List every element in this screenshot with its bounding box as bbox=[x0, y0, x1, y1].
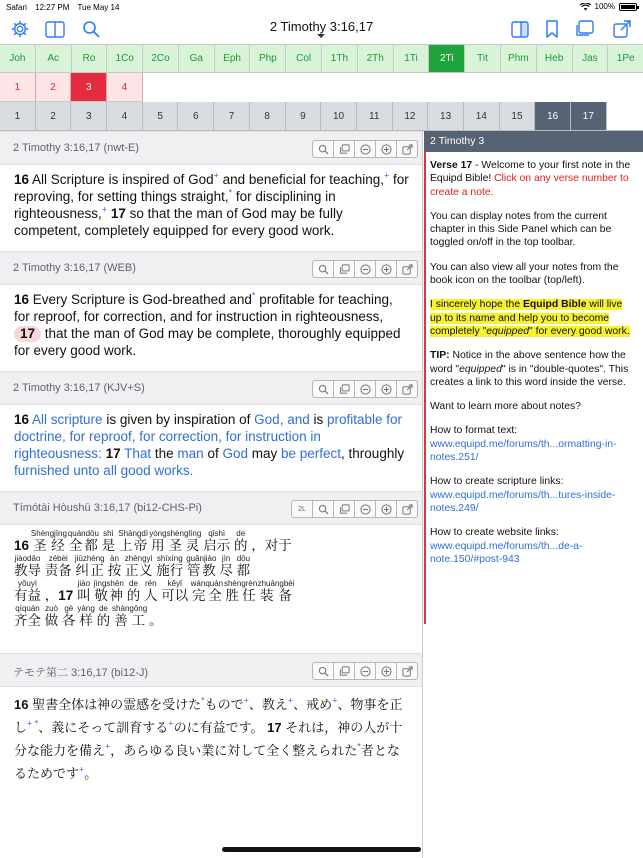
verse-button-12[interactable]: 12 bbox=[393, 102, 429, 130]
verse-button-2[interactable]: 2 bbox=[36, 102, 72, 130]
book-tab-1ti[interactable]: 1Ti bbox=[394, 45, 430, 72]
hanzi-word[interactable]: 圣经Shèngjīng bbox=[30, 529, 67, 553]
add-icon[interactable] bbox=[375, 662, 397, 680]
copy-icon[interactable] bbox=[333, 140, 355, 158]
note-paragraph: You can also view all your notes from the book icon on the toolbar (top/left). bbox=[430, 261, 619, 287]
share-icon[interactable] bbox=[611, 18, 633, 40]
battery-percent: 100% bbox=[594, 2, 615, 11]
translation-header-chs bbox=[0, 491, 422, 525]
translation-header-nwt bbox=[0, 131, 422, 165]
bookmark-icon[interactable] bbox=[541, 18, 563, 40]
translation-actions bbox=[292, 500, 418, 518]
pinyin-line bbox=[14, 554, 410, 579]
verse-number[interactable]: 17 bbox=[105, 446, 121, 461]
note-link-block: How to create scripture links: www.equipd.me/forums/th...tures-inside-notes.249/ bbox=[430, 476, 616, 514]
book-tab-1th[interactable]: 1Th bbox=[322, 45, 358, 72]
search-icon[interactable] bbox=[312, 500, 334, 518]
verse-button-17[interactable]: 17 bbox=[571, 102, 607, 130]
strongs-link[interactable]: profitable for doctrine, for reproof, for correction, for instruction in righteousness: bbox=[14, 412, 403, 461]
open-external-icon[interactable] bbox=[396, 662, 418, 680]
verse-button-8[interactable]: 8 bbox=[250, 102, 286, 130]
strongs-link[interactable]: That bbox=[124, 446, 152, 461]
home-indicator[interactable] bbox=[222, 847, 421, 852]
copy-icon[interactable] bbox=[333, 662, 355, 680]
translation-text-chs bbox=[0, 525, 422, 653]
notes-panel-header: 2 Timothy 3 bbox=[424, 131, 643, 152]
search-icon[interactable] bbox=[312, 662, 334, 680]
wifi-icon bbox=[580, 3, 591, 11]
book-tab-joh[interactable]: Joh bbox=[0, 45, 36, 72]
note-marker-line bbox=[424, 152, 426, 624]
verse-navigation-row bbox=[0, 102, 643, 131]
add-icon[interactable] bbox=[375, 260, 397, 278]
chapter-button-4[interactable]: 4 bbox=[107, 73, 143, 101]
strongs-link[interactable]: God bbox=[222, 446, 248, 461]
chapter-button-2[interactable]: 2 bbox=[36, 73, 72, 101]
remove-icon[interactable] bbox=[354, 260, 376, 278]
verse-number[interactable]: 16 bbox=[14, 292, 30, 307]
verse-number[interactable]: 17 bbox=[58, 588, 74, 603]
verse-button-11[interactable]: 11 bbox=[357, 102, 393, 130]
book-tab-heb[interactable]: Heb bbox=[537, 45, 573, 72]
verse-number[interactable]: 16 bbox=[14, 172, 30, 187]
book-tab-php[interactable]: Php bbox=[250, 45, 286, 72]
remove-icon[interactable] bbox=[354, 140, 376, 158]
book-tab-2ti[interactable]: 2Ti bbox=[429, 45, 465, 72]
copy-icon[interactable] bbox=[333, 260, 355, 278]
search-icon[interactable] bbox=[312, 260, 334, 278]
book-tab-ac[interactable]: Ac bbox=[36, 45, 72, 72]
page-title[interactable]: 2 Timothy 3:16,17 bbox=[269, 19, 374, 34]
translation-reference[interactable]: 2 Timothy 3:16,17 (WEB) bbox=[13, 262, 136, 274]
copy-icon[interactable] bbox=[333, 500, 355, 518]
verse-number[interactable]: 17 bbox=[110, 206, 126, 221]
hanzi-word[interactable]: 上帝Shàngdì bbox=[118, 529, 149, 553]
note-content[interactable]: Verse 17 - Welcome to your first note in the Equipd Bible! Click on any verse number to create a note. You can display notes from the current chapter in this Side Panel which can be toggled on/off in the top toolbar. You can also view all your notes from the book icon on the toolbar (top/left). I sincerely hope the Equipd Bible will live up to its name and help you to become completely "equipped" for every good work. TIP: Notice in the above sentence how the word "equipped" is in "double-quotes". This creates a link to this word inside the verse. Want to learn more about notes? How to format text: www.equipd.me/forums/th...ormatting-in-notes.251/ How to create scripture links: www.equipd.me/forums/th...tures-inside-notes.249/ How to create website links: www.equipd.me/forums/th...de-a-note.150/#post-943 bbox=[424, 152, 643, 566]
chapter-button-1[interactable]: 1 bbox=[0, 73, 36, 101]
notes-side-panel bbox=[424, 131, 643, 858]
hanzi-word[interactable]: 施行shīxíng bbox=[156, 554, 184, 578]
verse-number-highlighted[interactable]: 17 bbox=[14, 326, 41, 342]
top-toolbar bbox=[0, 14, 643, 44]
two-line-toggle-button[interactable]: 2L bbox=[291, 500, 313, 518]
note-verse-label[interactable]: Verse 17 bbox=[430, 160, 473, 171]
verse-button-9[interactable]: 9 bbox=[286, 102, 322, 130]
strongs-link[interactable]: be perfect bbox=[281, 446, 342, 461]
book-tab-ga[interactable]: Ga bbox=[179, 45, 215, 72]
verse-number[interactable]: 17 bbox=[267, 720, 282, 735]
book-tab-ro[interactable]: Ro bbox=[72, 45, 108, 72]
hanzi-word[interactable]: 的de bbox=[126, 579, 141, 603]
chevron-down-icon[interactable] bbox=[317, 34, 325, 38]
verse-comparison-pane bbox=[0, 131, 423, 858]
translation-actions bbox=[313, 662, 418, 680]
remove-icon[interactable] bbox=[354, 500, 376, 518]
note-paragraph: You can display notes from the current chapter in this Side Panel which can be toggled on/off in the top toolbar. bbox=[430, 210, 612, 249]
copy-icon[interactable] bbox=[333, 380, 355, 398]
verse-row-filler bbox=[607, 102, 643, 130]
translation-text-jp: 16 聖書全体は神の霊感を受けた*もので+、教え+、戒め+、物事を正し+ *、義にそって訓育する+のに有益です。 17 それは，神の人が十分な能力を備え+，あらゆる良い業に対して全く整えられた*者となるためです+。 bbox=[0, 687, 422, 791]
verse-button-5[interactable]: 5 bbox=[143, 102, 179, 130]
hanzi-word[interactable]: 尽jìn bbox=[219, 554, 233, 578]
translation-actions bbox=[313, 260, 418, 278]
search-icon[interactable] bbox=[312, 140, 334, 158]
translation-actions bbox=[313, 380, 418, 398]
book-tab-tit[interactable]: Tit bbox=[465, 45, 501, 72]
hanzi-word[interactable]: 纠正jiūzhèng bbox=[74, 554, 105, 578]
book-tab-1pe[interactable]: 1Pe bbox=[608, 45, 643, 72]
translation-reference[interactable]: 2 Timothy 3:16,17 (KJV+S) bbox=[13, 382, 145, 394]
verse-button-15[interactable]: 15 bbox=[500, 102, 536, 130]
hanzi-word[interactable]: 人rén bbox=[143, 579, 158, 603]
back-to-app[interactable]: Safari bbox=[6, 3, 27, 12]
translation-text-nwt: 16 All Scripture is inspired of God+ and beneficial for teaching,+ for reproving, for setting things straight,* for disciplining in righteousness,+ 17 so that the man of God may be fully competent, completely equipped for every good work. bbox=[0, 165, 422, 251]
status-date: Tue May 14 bbox=[77, 3, 120, 12]
hanzi-word[interactable]: 都dōu bbox=[236, 554, 251, 578]
status-bar bbox=[0, 0, 643, 14]
verse-button-4[interactable]: 4 bbox=[107, 102, 143, 130]
hanzi-word[interactable]: 全都quándōu bbox=[67, 529, 99, 553]
strongs-link[interactable]: God, and bbox=[254, 412, 310, 427]
remove-icon[interactable] bbox=[354, 662, 376, 680]
pinyin-line: 有益yǒuyì ，17 叫jiào 敬神jìngshén 的de 人rén 可以kěyǐ 完全wánquán 胜任shèngrèn 装备zhuāngbèi bbox=[14, 579, 295, 603]
scripture-links-link[interactable]: www.equipd.me/forums/th...tures-inside-notes.249/ bbox=[430, 489, 616, 514]
hanzi-word[interactable]: 齐全qíquán bbox=[14, 604, 41, 628]
hanzi-word[interactable]: 按àn bbox=[107, 554, 122, 578]
chapter-navigation-row bbox=[0, 73, 143, 102]
website-links-link[interactable]: www.equipd.me/forums/th...de-a-note.150/#post-943 bbox=[430, 540, 583, 565]
open-external-icon[interactable] bbox=[396, 140, 418, 158]
verse-number[interactable]: 16 bbox=[14, 538, 30, 553]
book-tab-eph[interactable]: Eph bbox=[215, 45, 251, 72]
add-icon[interactable] bbox=[375, 140, 397, 158]
verse-button-13[interactable]: 13 bbox=[428, 102, 464, 130]
verse-button-14[interactable]: 14 bbox=[464, 102, 500, 130]
translation-text-kjv: 16 All scripture is given by inspiration of God, and is profitable for doctrine, for reproof, for correction, for instruction in righteousness: 17 That the man of God may be perfect, throughly furnished unto all good works. bbox=[0, 405, 422, 491]
hanzi-word[interactable]: 各gè bbox=[62, 604, 76, 628]
hanzi-word[interactable]: 圣灵shènglíng bbox=[166, 529, 202, 553]
open-external-icon[interactable] bbox=[396, 500, 418, 518]
open-external-icon[interactable] bbox=[396, 260, 418, 278]
hanzi-word[interactable]: 胜任shèngrèn bbox=[223, 579, 258, 603]
verse-button-1[interactable]: 1 bbox=[0, 102, 36, 130]
pinyin-line: 齐全qíquán 做zuò 各gè 样yàng 的de 善工shàngōng 。 bbox=[14, 604, 163, 628]
hanzi-word[interactable]: 样yàng bbox=[77, 604, 95, 628]
note-link-block: How to format text: www.equipd.me/forums/th...ormatting-in-notes.251/ bbox=[430, 425, 617, 464]
strongs-link[interactable]: All scripture bbox=[32, 412, 103, 427]
translation-reference[interactable]: Tímótài Hòushū 3:16,17 (bi12-CHS-Pi) bbox=[13, 502, 202, 514]
hanzi-word[interactable]: 的de bbox=[233, 529, 248, 553]
translation-reference[interactable]: 2 Timothy 3:16,17 (nwt-E) bbox=[13, 142, 139, 154]
verse-number[interactable]: 16 bbox=[14, 697, 29, 712]
chapter-button-3[interactable]: 3 bbox=[71, 73, 107, 101]
format-text-link[interactable]: www.equipd.me/forums/th...ormatting-in-notes.251/ bbox=[430, 438, 617, 464]
verse-button-10[interactable]: 10 bbox=[321, 102, 357, 130]
verse-button-6[interactable]: 6 bbox=[178, 102, 214, 130]
translation-reference[interactable]: テモテ第二 3:16,17 (bi12-J) bbox=[13, 667, 149, 679]
hanzi-word[interactable]: 有益yǒuyì bbox=[14, 579, 41, 603]
note-link-block: How to create website links: www.equipd.me/forums/th...de-a-note.150/#post-943 bbox=[430, 527, 583, 565]
status-time: 12:27 PM bbox=[35, 3, 70, 12]
hanzi-word[interactable]: 装备zhuāngbèi bbox=[257, 579, 295, 603]
hanzi-word[interactable]: 做zuò bbox=[44, 604, 59, 628]
hanzi-word[interactable]: 正义zhèngyì bbox=[124, 554, 153, 578]
hanzi-word[interactable]: 可以kěyǐ bbox=[161, 579, 189, 603]
copy-icon[interactable] bbox=[573, 18, 595, 40]
book-tab-2co[interactable]: 2Co bbox=[143, 45, 179, 72]
hanzi-word[interactable]: 是shì bbox=[101, 529, 116, 553]
hanzi-word[interactable]: 完全wánquán bbox=[190, 579, 224, 603]
verse-number[interactable]: 16 bbox=[14, 412, 30, 427]
note-tip: TIP: Notice in the above sentence how the word "equipped" is in "double-quotes". This creates a link to this word inside the verse. bbox=[430, 350, 629, 388]
translation-header-kjv bbox=[0, 371, 422, 405]
translation-text-web: 16 Every Scripture is God-breathed and* profitable for teaching, for reproof, for correction, and for instruction in righteousness, 17 that the man of God may be complete, thoroughly equipped for every good work. bbox=[0, 285, 422, 371]
hanzi-word[interactable]: 启示qǐshì bbox=[203, 529, 231, 553]
add-icon[interactable] bbox=[375, 500, 397, 518]
hanzi-word[interactable]: 管教guǎnjiào bbox=[186, 554, 217, 578]
hanzi-word[interactable]: 教导jiàodǎo bbox=[14, 554, 41, 578]
book-tab-phm[interactable]: Phm bbox=[501, 45, 537, 72]
search-icon[interactable] bbox=[312, 380, 334, 398]
open-external-icon[interactable] bbox=[396, 380, 418, 398]
verse-button-7[interactable]: 7 bbox=[214, 102, 250, 130]
book-tab-2th[interactable]: 2Th bbox=[358, 45, 394, 72]
hanzi-word[interactable]: 敬神jìngshén bbox=[93, 579, 124, 603]
book-tab-1co[interactable]: 1Co bbox=[107, 45, 143, 72]
book-navigation-row bbox=[0, 44, 643, 73]
translation-header-jp bbox=[0, 653, 422, 687]
battery-icon bbox=[619, 3, 637, 11]
hanzi-word[interactable]: 责备zébèi bbox=[44, 554, 72, 578]
verse-button-16[interactable]: 16 bbox=[535, 102, 571, 130]
hanzi-word[interactable]: 善工shàngōng bbox=[112, 604, 148, 628]
note-highlight: I sincerely hope the Equipd Bible will live up to its name and help you to become completely "equipped" for every good work. bbox=[430, 299, 630, 337]
strongs-link[interactable]: man bbox=[177, 446, 204, 461]
book-tab-jas[interactable]: Jas bbox=[573, 45, 609, 72]
verse-button-3[interactable]: 3 bbox=[71, 102, 107, 130]
translation-actions bbox=[313, 140, 418, 158]
note-paragraph: Want to learn more about notes? bbox=[430, 401, 581, 413]
add-icon[interactable] bbox=[375, 380, 397, 398]
book-tab-col[interactable]: Col bbox=[286, 45, 322, 72]
strongs-link[interactable]: furnished unto all good works. bbox=[14, 463, 194, 478]
side-panel-icon[interactable] bbox=[509, 18, 531, 40]
remove-icon[interactable] bbox=[354, 380, 376, 398]
translation-header-web bbox=[0, 251, 422, 285]
hanzi-word[interactable]: 叫jiào bbox=[77, 579, 91, 603]
pinyin-line: 16 圣经Shèngjīng 全都quándōu 是shì 上帝Shàngdì 用yòng 圣灵shènglíng 启示qǐshì 的de ，对于 bbox=[14, 529, 292, 553]
hanzi-word[interactable]: 用yòng bbox=[149, 529, 167, 553]
hanzi-word[interactable]: 的de bbox=[96, 604, 111, 628]
